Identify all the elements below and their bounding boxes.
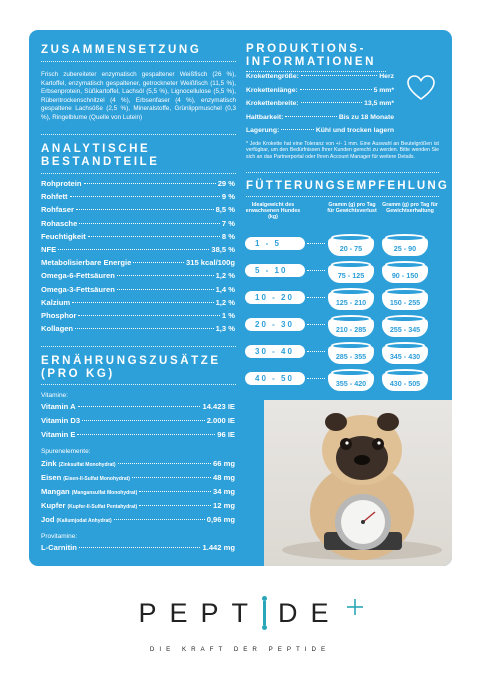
food-bowl-icon [328, 342, 374, 368]
food-bowl-icon [328, 234, 374, 260]
dot-leader [132, 477, 211, 478]
row-value: 66 mg [213, 459, 235, 468]
value-row [41, 271, 235, 280]
trace-label: Spurenelemente: [41, 448, 91, 455]
row-detail: (Kupfer-II-Sulfat Pentahydrat) [67, 504, 138, 510]
value-row [41, 232, 235, 241]
food-bowl-icon [328, 369, 374, 395]
weight-pill: 5 - 10 [245, 264, 305, 277]
dot-leader [281, 129, 314, 130]
brand-tagline: DIE KRAFT DER PEPTIDE [149, 646, 331, 653]
divider [246, 196, 439, 197]
row-value: 48 mg [213, 473, 235, 482]
bowl-keep-value: 345 - 430 [389, 352, 421, 361]
row-label: Krokettenbreite: [246, 100, 299, 107]
row-value: 14.423 IE [202, 402, 235, 411]
value-row [41, 543, 235, 552]
value-row [41, 285, 235, 294]
dot-leader [139, 505, 211, 506]
bowl-loss-value: 75 - 125 [337, 271, 365, 280]
value-row [246, 87, 394, 94]
dot-leader [285, 116, 336, 117]
analytical-heading: ANALYTISCHE BESTANDTEILE [41, 143, 160, 168]
divider [41, 384, 236, 385]
bowl-loss-value: 210 - 285 [335, 325, 367, 334]
dot-leader [307, 351, 325, 352]
row-value: 1,2 % [215, 271, 235, 281]
vitamins-label: Vitamine: [41, 392, 68, 399]
bowl-keep-value: 150 - 255 [389, 298, 421, 307]
dot-leader [79, 547, 201, 548]
row-label: Kollagen [41, 324, 74, 334]
dot-leader [307, 297, 325, 298]
dot-leader [88, 236, 220, 237]
composition-text: Frisch zubereiteter enzymatisch gespaltener Weißfisch (26 %), Kartoffel, enzymatisch gespaltener, getrockneter Weißfisch (11,5 %), Erbsenprotein, Süßkartoffel, Lachsöl (5,5 %), Lignocellulose (5,5 %), Rübentrockenschnitzel (4 %), Erbsenfaser (4 %), enzymatisch gespaltene Lachsöße (2,5 %), Mineralstoffe, Grünlippmuschel (0,3 %), Ringelblume (Quelle von Lutein) [41, 71, 236, 121]
logo-text-left: PEPT [138, 598, 261, 628]
row-label: Zink [41, 459, 57, 468]
bowl-keep-value: 25 - 90 [393, 244, 417, 253]
value-row [41, 192, 235, 201]
row-label: Haltbarkeit: [246, 113, 284, 121]
divider [246, 71, 386, 72]
food-bowl-icon [328, 288, 374, 314]
weight-pill: 30 - 40 [245, 345, 305, 358]
food-bowl-icon [382, 342, 428, 368]
composition-heading: ZUSAMMENSETZUNG [41, 44, 202, 56]
row-value: 12 mg [213, 501, 235, 510]
dot-leader [75, 328, 214, 329]
food-bowl-icon [382, 234, 428, 260]
row-detail: (Kaliumjodat Anhydrat) [56, 518, 112, 524]
value-row [41, 515, 235, 524]
value-row [41, 258, 235, 267]
food-bowl-icon [328, 261, 374, 287]
dot-leader [307, 324, 325, 325]
row-label: Omega-3-Fettsäuren [41, 284, 115, 294]
row-value: 1,4 % [215, 284, 235, 294]
row-value: Herz [379, 73, 394, 80]
row-detail: (Zinksulfat Monohydrat) [58, 462, 116, 468]
logo-i-mark [263, 601, 266, 625]
dot-leader [307, 270, 325, 271]
row-label: Vitamin E [41, 430, 76, 439]
value-row [41, 487, 235, 496]
row-label: Rohprotein [41, 179, 82, 188]
value-row [41, 245, 235, 254]
row-label: Rohfaser [41, 205, 74, 215]
row-value: 7 % [221, 218, 235, 228]
row-value: 1 % [221, 311, 235, 320]
value-row [246, 114, 394, 121]
value-row [246, 127, 394, 134]
row-label: Krokettenlänge: [246, 86, 298, 94]
row-label: Omega-6-Fettsäuren [41, 271, 115, 281]
supplements-heading: ERNÄHRUNGSZUSÄTZE (PRO KG) [41, 355, 221, 380]
dot-leader [118, 463, 211, 464]
dot-leader [76, 209, 214, 210]
row-label: Vitamin D3 [41, 416, 81, 425]
row-label: Feuchtigkeit [41, 231, 86, 241]
row-value: 34 mg [213, 487, 235, 496]
divider [41, 61, 236, 62]
bowl-loss-value: 285 - 355 [335, 352, 367, 361]
dot-leader [78, 406, 201, 407]
row-label: Mangan [41, 487, 70, 496]
col-loss-header: Gramm (g) pro Tag für Gewichtsverlust [327, 202, 377, 215]
row-label: Krokettengröße: [246, 73, 299, 80]
row-label: Kalzium [41, 297, 71, 307]
food-bowl-icon [382, 261, 428, 287]
row-value: Bis zu 18 Monate [338, 113, 394, 121]
dot-leader [114, 519, 205, 520]
dot-leader [307, 378, 325, 379]
row-label: Jod [41, 515, 55, 524]
row-label: Phosphor [41, 311, 77, 320]
food-bowl-icon [382, 288, 428, 314]
value-row [41, 179, 235, 188]
row-value: 9 % [221, 192, 235, 202]
dot-leader [82, 420, 205, 421]
dot-leader [117, 275, 214, 276]
row-value: 315 kcal/100g [186, 258, 235, 268]
row-value: 8 % [221, 231, 235, 241]
bowl-loss-value: 355 - 420 [335, 379, 367, 388]
dot-leader [300, 89, 372, 90]
row-value: 96 IE [217, 430, 235, 439]
row-label: L-Carnitin [41, 543, 77, 552]
value-row [41, 459, 235, 468]
row-value: 13,5 mm* [364, 100, 394, 107]
brand-logo [0, 598, 480, 629]
weight-pill: 40 - 50 [245, 372, 305, 385]
value-row [41, 324, 235, 333]
dot-leader [84, 183, 216, 184]
bowl-keep-value: 255 - 345 [389, 325, 421, 334]
logo-text-right: DE [278, 598, 342, 628]
row-value: 8,5 % [215, 205, 235, 215]
provitamin-label: Provitamine: [41, 533, 78, 540]
value-row [41, 402, 235, 411]
food-bowl-icon [382, 315, 428, 341]
divider [41, 173, 236, 174]
food-bowl-icon [328, 315, 374, 341]
row-value: 29 % [217, 179, 235, 188]
heart-outline-icon [406, 73, 436, 103]
row-value: 2.000 IE [206, 416, 235, 425]
row-label: NFE [41, 245, 57, 254]
value-row [41, 473, 235, 482]
row-value: 1.442 mg [202, 543, 235, 552]
dot-leader [77, 434, 215, 435]
row-value: 38,5 % [211, 245, 235, 254]
row-label: Lagerung: [246, 127, 280, 134]
divider [41, 134, 236, 135]
row-label: Kupfer [41, 501, 66, 510]
weight-pill: 10 - 20 [245, 291, 305, 304]
dot-leader [307, 243, 325, 244]
food-bowl-icon [382, 369, 428, 395]
value-row [41, 416, 235, 425]
row-label: Metabolisierbare Energie [41, 258, 132, 268]
dot-leader [78, 315, 219, 316]
value-row [41, 219, 235, 228]
pug-on-scale-photo [264, 400, 452, 566]
dot-leader [133, 262, 184, 263]
weight-pill: 1 - 5 [245, 237, 305, 250]
row-value: Kühl und trocken lagern [315, 127, 394, 134]
divider [41, 346, 236, 347]
value-row [41, 205, 235, 214]
value-row [41, 298, 235, 307]
col-weight-header: Idealgewicht des erwachsenen Hundes (kg) [245, 202, 301, 221]
dot-leader [139, 491, 211, 492]
row-label: Vitamin A [41, 402, 76, 411]
dot-leader [117, 289, 214, 290]
bowl-loss-value: 20 - 75 [339, 244, 363, 253]
row-label: Rohfett [41, 192, 68, 202]
dot-leader [72, 302, 213, 303]
info-panel [29, 30, 452, 566]
plus-icon [345, 597, 365, 617]
divider [246, 172, 439, 173]
value-row [246, 73, 394, 80]
bowl-keep-value: 430 - 505 [389, 379, 421, 388]
production-note: * Jede Krokette hat eine Toleranz von +/- 1 mm. Eine Auswahl an Beutelgrößen ist verfügbar, um den Bedürfnissen Ihrer Kunden gerecht zu werden. Bitte wenden Sie sich an das Partnerportal oder Ihren Account Manager für weitere Details. [246, 141, 439, 160]
row-value: 1,3 % [215, 324, 235, 334]
bowl-keep-value: 90 - 150 [391, 271, 419, 280]
bowl-loss-value: 125 - 210 [335, 298, 367, 307]
dot-leader [301, 102, 363, 103]
dot-leader [79, 223, 220, 224]
production-heading: PRODUKTIONS- INFORMATIONEN [246, 43, 377, 68]
row-value: 5 mm* [373, 86, 394, 94]
dot-leader [70, 196, 220, 197]
value-row [246, 100, 394, 107]
row-detail: (Mangansulfat Monohydrat) [71, 490, 138, 496]
row-value: 1,2 % [215, 297, 235, 307]
feeding-heading: FÜTTERUNGSEMPFEHLUNG [246, 180, 450, 192]
value-row [41, 311, 235, 320]
value-row [41, 430, 235, 439]
row-label: Eisen [41, 473, 62, 482]
col-keep-header: Gramm (g) pro Tag für Gewichtserhaltung [382, 202, 438, 215]
dot-leader [58, 249, 209, 250]
value-row [41, 501, 235, 510]
row-value: 0,96 mg [206, 515, 235, 524]
row-detail: (Eisen-II-Sulfat Monohydrat) [63, 476, 130, 482]
weight-pill: 20 - 30 [245, 318, 305, 331]
dot-leader [301, 75, 377, 76]
row-label: Rohasche [41, 218, 78, 228]
